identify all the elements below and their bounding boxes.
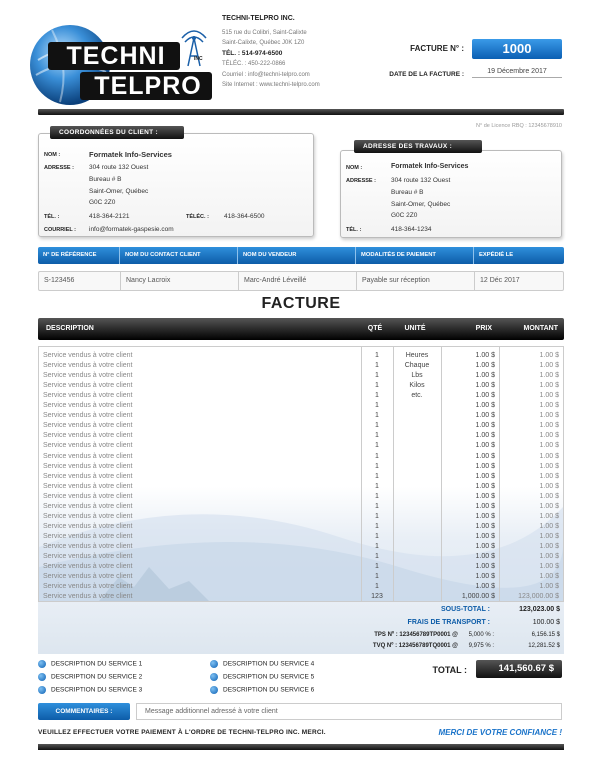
items-header-unit: UNITÉ	[404, 325, 426, 332]
total-label: TOTAL :	[432, 665, 467, 675]
shipping-label: FRAIS DE TRANSPORT :	[407, 619, 490, 626]
client-fax: 418-364-6500	[224, 213, 265, 220]
item-description[interactable]: Service vendus à votre client	[43, 522, 133, 530]
item-amount[interactable]: 1.00 $	[539, 553, 559, 560]
client-address-line: G0C 2Z0	[89, 199, 116, 206]
item-unit[interactable]: Chaque	[404, 362, 430, 370]
table-row[interactable]	[39, 572, 563, 583]
item-price[interactable]: 1.00 $	[475, 563, 495, 571]
item-price[interactable]: 1.00 $	[475, 532, 495, 540]
client-email[interactable]: info@formatek-gaspesie.com	[89, 226, 174, 233]
item-price[interactable]: 1.00 $	[475, 442, 495, 450]
tvq-rate: 9,975 % :	[468, 643, 494, 649]
item-description[interactable]: Service vendus à votre client	[43, 472, 133, 480]
worksite-tel: 418-364-1234	[391, 226, 432, 233]
item-price[interactable]: 1.00 $	[475, 522, 495, 530]
item-price[interactable]: 1.00 $	[475, 472, 495, 480]
tps-rate: 5,000 % :	[468, 632, 494, 638]
worksite-address-label: ADRESSE :	[346, 178, 376, 184]
item-amount[interactable]: 1.00 $	[539, 392, 559, 400]
worksite-address-line: G0C 2Z0	[391, 212, 418, 219]
table-row[interactable]	[39, 502, 563, 513]
ref-cell[interactable]: S-123456	[39, 272, 121, 290]
item-description[interactable]: Service vendus à votre client	[43, 372, 133, 380]
item-description[interactable]: Service vendus à votre client	[43, 512, 133, 520]
ref-cell[interactable]: Payable sur réception	[357, 272, 475, 290]
subtotal-label: SOUS-TOTAL :	[441, 606, 490, 613]
item-amount[interactable]: 1.00 $	[539, 412, 559, 420]
item-amount[interactable]: 1.00 $	[539, 422, 559, 430]
tvq-value: 12,281.52 $	[528, 643, 560, 649]
item-price[interactable]: 1.00 $	[475, 502, 495, 510]
item-amount[interactable]: 1.00 $	[539, 362, 559, 370]
table-row[interactable]	[39, 351, 563, 362]
client-tel-label: TÉL. :	[44, 214, 60, 220]
item-price[interactable]: 1.00 $	[475, 402, 495, 410]
item-description[interactable]: Service vendus à votre client	[43, 362, 133, 370]
item-description[interactable]: Service vendus à votre client	[43, 563, 133, 571]
bullet-icon	[210, 660, 218, 668]
service-item	[38, 686, 142, 694]
ref-header-cell: EXPÉDIÉ LE	[479, 252, 514, 258]
table-row[interactable]	[39, 472, 563, 483]
item-description[interactable]: Service vendus à votre client	[43, 462, 133, 470]
client-address-line: Saint-Omer, Québec	[89, 188, 149, 195]
item-unit[interactable]: Kilos	[409, 382, 425, 390]
item-description[interactable]: Service vendus à votre client	[43, 482, 133, 490]
service-item	[210, 686, 314, 694]
item-qty[interactable]: 123	[371, 593, 383, 601]
item-qty[interactable]: 1	[375, 372, 379, 380]
service-label: DESCRIPTION DU SERVICE 4	[223, 660, 315, 668]
worksite-name: Formatek Info-Services	[391, 163, 469, 170]
item-qty[interactable]: 1	[375, 502, 379, 510]
table-row[interactable]	[39, 431, 563, 442]
company-website: Site Internet : www.techni-telpro.com	[222, 82, 320, 88]
item-qty[interactable]: 1	[375, 522, 379, 530]
worksite-address-line: Bureau # B	[391, 189, 424, 196]
item-amount[interactable]: 1.00 $	[539, 583, 559, 591]
item-price[interactable]: 1.00 $	[475, 482, 495, 490]
payment-instruction: VEUILLEZ EFFECTUER VOTRE PAIEMENT À L'ORDRE DE TECHNI-TELPRO INC. MERCI.	[38, 729, 326, 736]
item-qty[interactable]: 1	[375, 402, 379, 410]
client-name-label: NOM :	[44, 152, 61, 158]
item-qty[interactable]: 1	[375, 472, 379, 480]
item-description[interactable]: Service vendus à votre client	[43, 412, 133, 420]
bullet-icon	[210, 686, 218, 694]
service-label: DESCRIPTION DU SERVICE 6	[223, 686, 315, 694]
item-price[interactable]: 1.00 $	[475, 553, 495, 560]
item-qty[interactable]: 1	[375, 422, 379, 430]
item-unit[interactable]: etc.	[411, 392, 423, 400]
item-price[interactable]: 1.00 $	[475, 392, 495, 400]
client-name: Formatek Info-Services	[89, 150, 172, 159]
client-address-label: ADRESSE :	[44, 165, 74, 171]
item-amount[interactable]: 1.00 $	[539, 522, 559, 530]
item-description[interactable]: Service vendus à votre client	[43, 452, 133, 460]
worksite-tel-label: TÉL. :	[346, 227, 362, 233]
item-qty[interactable]: 1	[375, 492, 379, 500]
item-qty[interactable]: 1	[375, 392, 379, 400]
company-logo	[30, 20, 215, 110]
table-row[interactable]	[39, 562, 563, 573]
item-amount[interactable]: 123,000.00 $	[518, 593, 559, 601]
item-price[interactable]: 1.00 $	[475, 452, 495, 460]
item-amount[interactable]: 1.00 $	[539, 563, 559, 571]
tvq-label: TVQ Nº : 123456789TQ0001 @	[372, 643, 458, 649]
logo-inc: INC	[194, 56, 203, 62]
table-row[interactable]	[39, 381, 563, 392]
item-amount[interactable]: 1.00 $	[539, 542, 559, 550]
comments-field[interactable]: Message additionnel adressé à votre client	[136, 703, 562, 720]
client-tel: 418-364-2121	[89, 213, 130, 220]
item-description[interactable]: Service vendus à votre client	[43, 583, 133, 591]
table-row[interactable]	[39, 421, 563, 432]
table-row[interactable]	[39, 391, 563, 402]
item-description[interactable]: Service vendus à votre client	[43, 502, 133, 510]
table-row[interactable]	[39, 371, 563, 382]
tps-label: TPS Nº : 123456789TP0001 @	[374, 632, 458, 638]
item-description[interactable]: Service vendus à votre client	[43, 492, 133, 500]
total-value: 141,560.67 $	[476, 660, 562, 678]
service-item	[210, 660, 314, 668]
service-label: DESCRIPTION DU SERVICE 3	[51, 686, 143, 694]
item-qty[interactable]: 1	[375, 462, 379, 470]
item-price[interactable]: 1.00 $	[475, 382, 495, 390]
thank-you-message: MERCI DE VOTRE CONFIANCE !	[438, 728, 562, 737]
item-price[interactable]: 1.00 $	[475, 432, 495, 440]
shipping-value[interactable]: 100.00 $	[532, 619, 560, 626]
worksite-address-line: 304 route 132 Ouest	[391, 177, 451, 184]
item-description[interactable]: Service vendus à votre client	[43, 352, 133, 359]
table-row[interactable]	[39, 552, 563, 563]
client-fax-label: TÉLÉC. :	[186, 214, 209, 220]
item-qty[interactable]: 1	[375, 352, 379, 359]
invoice-number[interactable]: 1000	[472, 39, 562, 59]
logo-line1: TECHNI	[66, 42, 166, 70]
table-row[interactable]	[39, 512, 563, 523]
bullet-icon	[210, 673, 218, 681]
items-header-description: DESCRIPTION	[46, 325, 94, 332]
item-qty[interactable]: 1	[375, 583, 379, 591]
item-amount[interactable]: 1.00 $	[539, 382, 559, 390]
item-amount[interactable]: 1.00 $	[539, 462, 559, 470]
invoice-title: FACTURE	[261, 295, 341, 312]
item-qty[interactable]: 1	[375, 452, 379, 460]
item-qty[interactable]: 1	[375, 442, 379, 450]
bullet-icon	[38, 686, 46, 694]
item-description[interactable]: Service vendus à votre client	[43, 593, 133, 601]
service-item	[210, 673, 314, 681]
item-amount[interactable]: 1.00 $	[539, 573, 559, 581]
ref-header-cell: NOM DU VENDEUR	[238, 247, 356, 264]
item-price[interactable]: 1.00 $	[475, 372, 495, 380]
item-description[interactable]: Service vendus à votre client	[43, 392, 133, 400]
company-fax: TÉLÉC. : 450-222-0866	[222, 61, 286, 67]
item-price[interactable]: 1.00 $	[475, 492, 495, 500]
company-address-1: 515 rue du Colibri, Saint-Calixte	[222, 29, 307, 36]
item-amount[interactable]: 1.00 $	[539, 502, 559, 510]
table-row[interactable]	[39, 361, 563, 372]
item-price[interactable]: 1.00 $	[475, 412, 495, 420]
item-qty[interactable]: 1	[375, 412, 379, 420]
item-amount[interactable]: 1.00 $	[539, 352, 559, 359]
licence-number: N° de Licence RBQ : 12345678910	[476, 123, 562, 129]
footer-divider	[38, 744, 564, 750]
company-address-2: Saint-Calixte, Québec J0K 1Z0	[222, 40, 305, 46]
invoice-number-label: FACTURE N° :	[410, 44, 464, 53]
item-amount[interactable]: 1.00 $	[539, 442, 559, 450]
table-row[interactable]	[39, 522, 563, 533]
ref-cell[interactable]: 12 Déc 2017	[480, 277, 520, 284]
item-description[interactable]: Service vendus à votre client	[43, 402, 133, 410]
company-email: Courriel : info@techni-telpro.com	[222, 71, 310, 78]
item-unit[interactable]: Lbs	[411, 372, 423, 380]
reference-table-header	[38, 247, 564, 264]
service-item	[38, 660, 142, 668]
item-description[interactable]: Service vendus à votre client	[43, 442, 133, 450]
company-info	[222, 14, 392, 91]
client-address-line: 304 route 132 Ouest	[89, 164, 149, 171]
reference-table-row	[38, 271, 564, 291]
client-box-title: COORDONNÉES DU CLIENT :	[50, 126, 184, 139]
item-amount[interactable]: 1.00 $	[539, 472, 559, 480]
items-header-qty: QTÉ	[367, 325, 383, 332]
worksite-box-title: ADRESSE DES TRAVAUX :	[354, 140, 482, 153]
item-qty[interactable]: 1	[375, 432, 379, 440]
worksite-name-label: NOM :	[346, 165, 363, 171]
item-price[interactable]: 1,000.00 $	[461, 593, 495, 601]
items-header-price: PRIX	[475, 325, 492, 332]
item-description[interactable]: Service vendus à votre client	[43, 573, 133, 581]
item-amount[interactable]: 1.00 $	[539, 372, 559, 380]
item-price[interactable]: 1.00 $	[475, 573, 495, 581]
item-description[interactable]: Service vendus à votre client	[43, 542, 133, 550]
item-qty[interactable]: 1	[375, 563, 379, 571]
invoice-date-label: DATE DE LA FACTURE :	[389, 71, 464, 78]
item-description[interactable]: Service vendus à votre client	[43, 432, 133, 440]
item-price[interactable]: 1.00 $	[475, 542, 495, 550]
item-description[interactable]: Service vendus à votre client	[43, 532, 133, 540]
table-row[interactable]	[39, 452, 563, 463]
table-row[interactable]	[39, 401, 563, 412]
item-price[interactable]: 1.00 $	[475, 362, 495, 370]
items-table-header	[38, 318, 564, 340]
item-amount[interactable]: 1.00 $	[539, 492, 559, 500]
ref-cell[interactable]: Marc-André Léveillé	[239, 272, 357, 290]
company-name: TECHNI-TELPRO INC.	[222, 15, 295, 22]
item-qty[interactable]: 1	[375, 382, 379, 390]
table-row[interactable]	[39, 582, 563, 593]
client-email-label: COURRIEL :	[44, 227, 76, 233]
item-unit[interactable]: Heures	[405, 352, 429, 359]
item-price[interactable]: 1.00 $	[475, 462, 495, 470]
item-qty[interactable]: 1	[375, 553, 379, 560]
item-qty[interactable]: 1	[375, 512, 379, 520]
invoice-date[interactable]: 19 Décembre 2017	[472, 68, 562, 78]
client-box	[38, 133, 314, 237]
bullet-icon	[38, 660, 46, 668]
item-amount[interactable]: 1.00 $	[539, 432, 559, 440]
items-table-body	[38, 346, 564, 602]
item-price[interactable]: 1.00 $	[475, 422, 495, 430]
item-price[interactable]: 1.00 $	[475, 512, 495, 520]
client-address-line: Bureau # B	[89, 176, 122, 183]
item-qty[interactable]: 1	[375, 362, 379, 370]
service-label: DESCRIPTION DU SERVICE 5	[223, 673, 315, 681]
table-row[interactable]	[39, 492, 563, 503]
bullet-icon	[38, 673, 46, 681]
item-amount[interactable]: 1.00 $	[539, 452, 559, 460]
comments-label: COMMENTAIRES :	[38, 703, 130, 720]
table-row[interactable]	[39, 542, 563, 553]
table-row[interactable]	[39, 482, 563, 493]
company-phone: TÉL. : 514-974-6500	[222, 49, 283, 57]
items-header-amount: MONTANT	[523, 325, 558, 332]
item-price[interactable]: 1.00 $	[475, 583, 495, 591]
service-label: DESCRIPTION DU SERVICE 1	[51, 660, 143, 668]
worksite-address-line: Saint-Omer, Québec	[391, 201, 451, 208]
item-qty[interactable]: 1	[375, 532, 379, 540]
subtotal-value: 123,023.00 $	[519, 606, 560, 613]
ref-header-cell: MODALITÉS DE PAIEMENT	[356, 247, 474, 264]
item-description[interactable]: Service vendus à votre client	[43, 382, 133, 390]
ref-header-cell: NOM DU CONTACT CLIENT	[120, 247, 238, 264]
item-amount[interactable]: 1.00 $	[539, 532, 559, 540]
item-amount[interactable]: 1.00 $	[539, 512, 559, 520]
item-qty[interactable]: 1	[375, 482, 379, 490]
table-row[interactable]	[39, 411, 563, 422]
item-price[interactable]: 1.00 $	[475, 352, 495, 359]
item-amount[interactable]: 1.00 $	[539, 402, 559, 410]
service-item	[38, 673, 142, 681]
table-row[interactable]	[39, 441, 563, 452]
tps-value: 6,156.15 $	[531, 632, 560, 638]
item-description[interactable]: Service vendus à votre client	[43, 422, 133, 430]
item-qty[interactable]: 1	[375, 573, 379, 581]
ref-cell[interactable]: Nancy Lacroix	[121, 272, 239, 290]
table-row[interactable]	[39, 462, 563, 473]
item-description[interactable]: Service vendus à votre client	[43, 553, 133, 560]
ref-header-cell: N° DE RÉFÉRENCE	[38, 247, 120, 264]
header-divider	[38, 109, 564, 115]
logo-line2: TELPRO	[94, 72, 202, 100]
item-amount[interactable]: 1.00 $	[539, 482, 559, 490]
table-row[interactable]	[39, 532, 563, 543]
service-label: DESCRIPTION DU SERVICE 2	[51, 673, 143, 681]
item-qty[interactable]: 1	[375, 542, 379, 550]
